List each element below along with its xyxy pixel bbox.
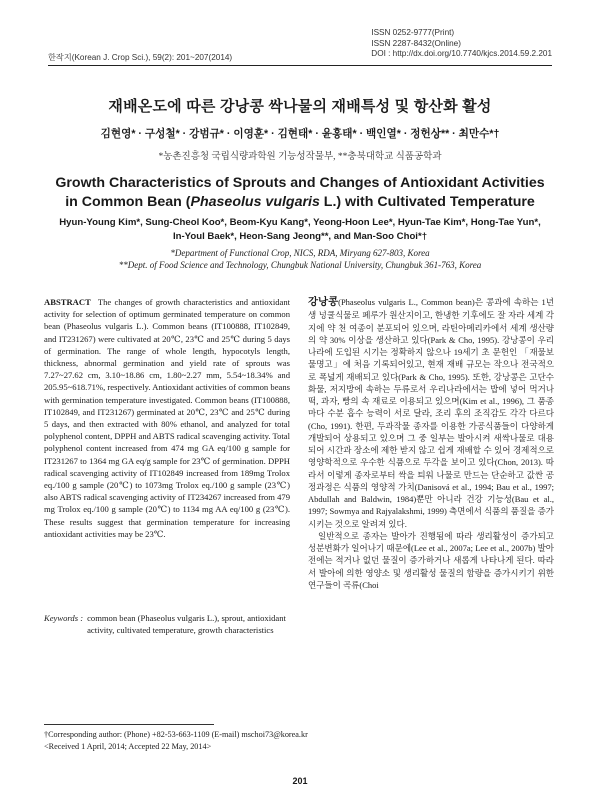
intro-lead-word: 강낭콩 <box>308 297 339 308</box>
page-number: 201 <box>292 776 308 786</box>
header-divider <box>48 65 552 66</box>
corresponding-author: †Corresponding author: (Phone) +82-53-663-1109 (E-mail) mschoi73@korea.kr <box>44 730 308 739</box>
intro-paragraph-2 <box>308 530 554 591</box>
title-english-line1: Growth Characteristics of Sprouts and Changes of Antioxidant Activities <box>55 175 545 191</box>
received-dates: <Received 1 April, 2014; Accepted 22 May, 2014> <box>44 741 212 751</box>
intro-paragraph-2-text: 일반적으로 종자는 발아가 진행됨에 따라 생리활성이 증가되고 성분변화가 일어나기 때문에(Lee et al., 2007a; Lee et al., 2007b) 발아 전에는 적거나 없던 물질이 증가하거나 새롭게 나타나게 된다. 따라서 발아에 의한 영양소 및 생리활성 물질의 함량을 증가시키기 위한 연구들이 곡류(Choi <box>308 530 554 590</box>
footnotes <box>44 729 554 752</box>
doi-link[interactable]: DOI : http://dx.doi.org/10.7740/kjcs.2014.59.2.201 <box>371 49 552 58</box>
affiliation-english-line1: *Department of Functional Crop, NICS, RDA, Miryang 627-803, Korea <box>170 248 430 258</box>
affiliation-korean: *농촌진흥청 국립식량과학원 기능성작물부, **충북대학교 식품공학과 <box>158 152 442 162</box>
title-english <box>50 174 550 212</box>
journal-citation: 한작지(Korean J. Crop Sci.), 59(2): 201~207(2014) <box>48 53 233 62</box>
intro-paragraph-1-text: (Phaseolus vulgaris L., Common bean)은 콩과에 속하는 1년생 넝쿨식물로 페루가 원산지이고, 한냉한 기후에도 잘 자라 세계 각지에 약 천 여종이 분포되어 있으며, 라틴아메리카에서 세계 생산량의 약 30% 이상을 생산하고 있다(Park & Cho, 1995). 강낭콩이 우리나라에 도입된 시기는 정확하지 않으나 19세기 초 문헌인 「재물보 물명고」에 처음 기록되어있고, 현재 재배 규모는 작으나 전국적으로 폭넓게 재배되고 있다(Park & Cho, 1995). 또한, 강낭콩은 고단수화물, 저지방에 속하는 두류로서 우리나라에서는 밥에 넣어 먹거나 떡, 과자, 빵의 속 재료로 이용되고 있으며(Kim et al., 1996), 그 품종마다 수분 흡수 능력이 서로 달라, 조리 후의 조직감도 각각 다르다(Cho, 1991). 한편, 두과작물 종자를 이용한 가공식품들이 다양하게 개발되어 상용되고 있으며 그 중 일부는 발아시켜 새싹나물로 대용되어 시간과 장소에 제한 받지 않고 쉽게 재배할 수 있어 경제적으로 영양학적으로 우수한 식품으로 두각을 보이고 있다(Chon, 2013). 따라서 이렇게 종자로부터 싹을 틔워 나물로 만드는 단순하고 값싼 공정과정은 식품의 영양적 가치(Danisová et al., 1994; Bau et al., 1997; Abdullah and Baldwin, 1984)뿐만 아니라 건강 기능성(Bau et al., 1997; Sowmya and Rajyalakshmi, 1999) 측면에서 식품의 품질을 증가시키는 것으로 알려져 있다. <box>308 297 554 529</box>
keywords-list: common bean (Phaseolus vulgaris L.), sprout, antioxidant activity, cultivated temperature, growth characteristics <box>87 613 286 636</box>
intro-paragraph-1 <box>308 296 554 530</box>
footnote-divider <box>44 724 214 725</box>
abstract-body: The changes of growth characteristics and antioxidant activity for selection of optimum germinated temperature on common bean (Phaseolus vulgaris L.). Common beans (IT100888, IT102849, and IT231267) were cultivated at 20℃, 23℃ and 25℃ during 5 days of germination. The range of whole length, hypocotyls length, thickness, abnormal germination and yield rate of sprouts was 7.27~27.62 cm, 3.10~18.86 cm, 1.80~2.27 mm, 5.54~18.34% and 205.95~618.71%, respectively. Antioxidant activities of common beans with germination temperature investigated. Common beans (IT100888, IT102849, and IT231267) germinated at 20℃, 23℃ and 25℃ during 5 days, and then extracted with 80% ethanol, and analyzed for total polyphenol content, DPPH and ABTS radical scavenging activity. Total polyphenol content increased from 474 mg GA eq/100 g sample for IT231267 to 1364 mg GA eq/g sample for 23℃ of germination. DPPH radical scavenging activity of IT102849 increased from 189mg Trolox eq./100 g sample (20℃) to 1073mg Trolox eq./100 g sample (23℃) also ABTS radical scavenging activity of IT234267 increased from 479 mg Trolox eq./100 g sample (20℃) to 1134 mg AA eq/100 g (23℃). These results suggest that germination temperature for increasing antioxidant activities may be 23℃. <box>44 297 290 539</box>
keywords-section <box>44 612 290 636</box>
authors-korean: 김현영* · 구성철* · 강범규* · 이영훈* · 김현태* · 윤홍태* · 백인열* · 정헌상** · 최만수*† <box>100 128 500 140</box>
abstract-heading: ABSTRACT <box>44 297 91 307</box>
authors-english <box>50 216 550 244</box>
abstract-section <box>44 296 290 540</box>
issn-online: ISSN 2287-8432(Online) <box>371 38 461 48</box>
keywords-label: Keywords : <box>44 613 84 623</box>
title-english-line2: in Common Bean (Phaseolus vulgaris L.) with Cultivated Temperature <box>65 194 535 210</box>
issn-block <box>371 28 552 60</box>
issn-print: ISSN 0252-9777(Print) <box>371 28 455 37</box>
title-korean: 재배온도에 따른 강낭콩 싹나물의 재배특성 및 항산화 활성 <box>108 98 492 115</box>
introduction-section <box>308 296 554 591</box>
affiliation-english-line2: **Dept. of Food Science and Technology, Chungbuk National University, Chungbuk 361-763, Korea <box>118 260 482 270</box>
authors-english-line1: Hyun-Young Kim*, Sung-Cheol Koo*, Beom-Kyu Kang*, Yeong-Hoon Lee*, Hyun-Tae Kim*, Hong-Tae Yun*, <box>59 217 541 228</box>
authors-english-line2: In-Youl Baek*, Heon-Sang Jeong**, and Man-Soo Choi*† <box>172 231 428 242</box>
affiliation-english <box>50 247 550 271</box>
